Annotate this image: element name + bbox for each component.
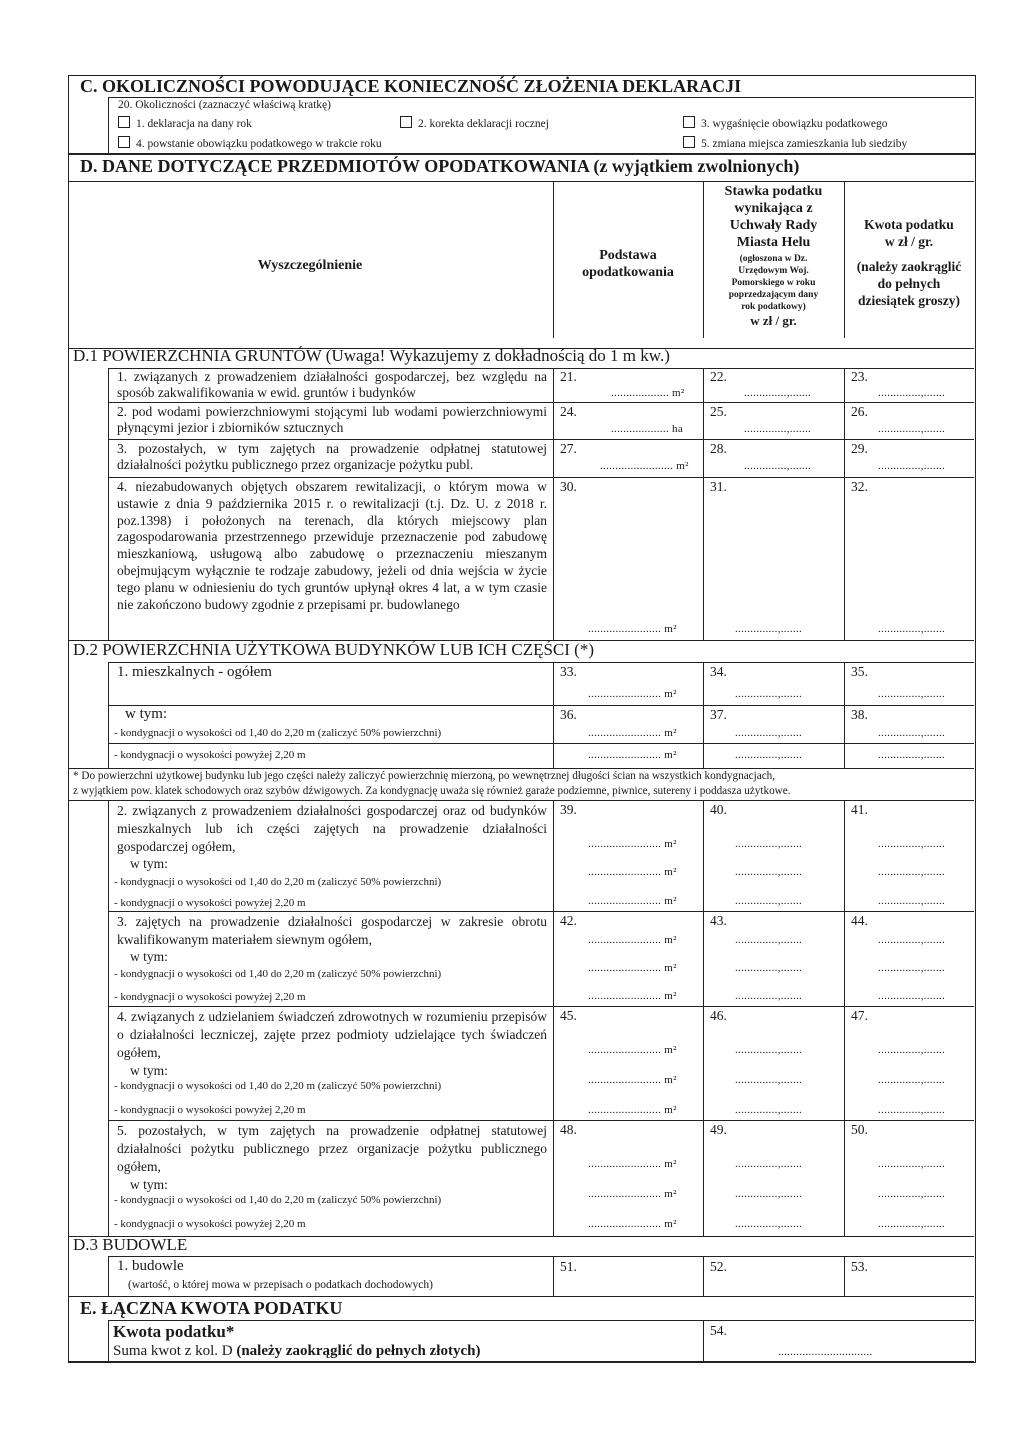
checkbox[interactable] (400, 116, 412, 128)
divider (108, 1006, 974, 1007)
field-37b-input[interactable]: ..............,....... (735, 749, 803, 761)
circumstances-label: 20. Okoliczności (zaznaczyć właściwą kratkę) (118, 99, 331, 111)
dots: ........................ (588, 688, 662, 700)
unit: m² (664, 1188, 677, 1200)
field-45b-input[interactable] (588, 1104, 677, 1116)
dots: ........................ (588, 838, 662, 850)
divider (703, 1256, 704, 1296)
d2-footnote-line-1: * Do powierzchni użytkowej budynku lub jego części należy zaliczyć powierzchnię mierzoną, po wewnętrznej długości ścian na wszystkich kondygnacjach, (73, 770, 776, 782)
field-38-number: 38. (851, 707, 868, 722)
field-46-input[interactable]: ..............,....... (735, 1044, 803, 1056)
field-44a-input[interactable]: ..............,....... (878, 962, 946, 974)
field-46-number: 46. (710, 1008, 727, 1023)
divider (68, 1236, 974, 1237)
field-54-input[interactable]: ............................... (778, 1346, 873, 1358)
option-label: 4. powstanie obowiązku podatkowego w trakcie roku (136, 138, 382, 150)
field-27-number: 27. (560, 441, 577, 456)
dots: ........................ (588, 934, 662, 946)
divider (703, 1320, 704, 1361)
header-line: Kwota podatku (864, 217, 954, 232)
field-23-input[interactable]: ..............,....... (878, 387, 946, 399)
field-35-input[interactable]: ..............,....... (878, 688, 946, 700)
header-line: Urzędowym Woj. (738, 266, 809, 276)
option-address-change[interactable] (683, 136, 907, 150)
field-43a-input[interactable]: ..............,....... (735, 962, 803, 974)
divider (703, 800, 704, 1236)
unit: m² (664, 962, 677, 974)
field-29-number: 29. (851, 441, 868, 456)
header-line: opodatkowania (582, 265, 674, 280)
unit: m² (664, 895, 677, 907)
divider (553, 800, 554, 1236)
divider (703, 368, 704, 640)
description-bold: (należy zaokrąglić do pełnych złotych) (236, 1343, 481, 1359)
divider (108, 1320, 974, 1321)
option-expiry[interactable] (683, 116, 888, 130)
total-tax-label: Kwota podatku* (113, 1322, 235, 1341)
field-30-number: 30. (560, 479, 577, 494)
field-34-number: 34. (710, 664, 727, 679)
field-26-number: 26. (851, 404, 868, 419)
d2-row-1-text: 1. mieszkalnych - ogółem (117, 664, 272, 680)
field-34-input[interactable]: ..............,....... (735, 688, 803, 700)
dots: ................... (611, 423, 669, 435)
field-24-input[interactable] (611, 423, 683, 435)
field-36-input[interactable] (588, 727, 677, 739)
dots: ........................ (588, 749, 662, 761)
section-d-title: D. DANE DOTYCZĄCE PRZEDMIOTÓW OPODATKOWANIA (z wyjątkiem zwolnionych) (80, 156, 800, 176)
field-42a-input[interactable] (588, 962, 677, 974)
header-line: Podstawa (599, 248, 657, 263)
field-37-number: 37. (710, 707, 727, 722)
d2-group-2-wtym: w tym: (130, 856, 168, 871)
dots: ........................ (588, 1188, 662, 1200)
divider (108, 97, 109, 153)
d2-group-2-sub-a: - kondygnacji o wysokości od 1,40 do 2,20 m (zaliczyć 50% powierzchni) (114, 876, 442, 888)
field-49-number: 49. (710, 1122, 727, 1137)
divider (108, 911, 974, 912)
header-line: dziesiątek groszy) (857, 293, 961, 308)
field-44-input[interactable]: ..............,....... (878, 934, 946, 946)
field-42-input[interactable] (588, 934, 677, 946)
header-line: Miasta Helu (736, 235, 811, 250)
divider (553, 1256, 554, 1296)
unit: m² (664, 838, 677, 850)
field-33-number: 33. (560, 664, 577, 679)
field-42-number: 42. (560, 913, 577, 928)
col-header-tax-amount (844, 216, 974, 309)
divider (553, 368, 554, 640)
field-53-number: 53. (851, 1259, 868, 1274)
dots: ........................ (600, 460, 674, 472)
header-line: w zł / gr. (884, 234, 934, 249)
header-line: w zł / gr. (750, 313, 797, 328)
field-49-input[interactable]: ..............,....... (735, 1158, 803, 1170)
divider (553, 662, 554, 768)
unit: m² (676, 460, 689, 472)
unit: m² (664, 1044, 677, 1056)
section-e-title: E. ŁĄCZNA KWOTA PODATKU (80, 1298, 343, 1318)
d1-row-1-text: 1. związanych z prowadzeniem działalności gospodarczej, bez względu na sposób zakwalifikowania w ewid. gruntów i budynków (117, 369, 547, 400)
checkbox[interactable] (683, 136, 695, 148)
d3-title: D.3 BUDOWLE (73, 1235, 188, 1254)
d2-group-2-sub-b: - kondygnacji o wysokości powyżej 2,20 m (114, 897, 306, 909)
unit: m² (664, 1104, 677, 1116)
d2-title: D.2 POWIERZCHNIA UŻYTKOWA BUDYNKÓW LUB ICH CZĘŚCI (*) (73, 640, 594, 659)
divider (68, 768, 974, 769)
field-39-number: 39. (560, 802, 577, 817)
field-41-input[interactable]: ..............,....... (878, 838, 946, 850)
unit: m² (664, 1158, 677, 1170)
field-43b-input[interactable]: ..............,....... (735, 990, 803, 1002)
divider (108, 368, 109, 640)
field-44-number: 44. (851, 913, 868, 928)
field-52-number: 52. (710, 1259, 727, 1274)
field-48b-input[interactable] (588, 1218, 677, 1230)
d2-sub-b: - kondygnacji o wysokości powyżej 2,20 m (114, 749, 306, 761)
divider (68, 1361, 974, 1362)
checkbox[interactable] (118, 116, 130, 128)
dots: ................... (611, 387, 669, 399)
divider (108, 402, 974, 403)
field-22-number: 22. (710, 369, 727, 384)
field-49b-input[interactable]: ..............,....... (735, 1218, 803, 1230)
field-21-input[interactable] (611, 387, 684, 399)
header-line: Pomorskiego w roku (731, 278, 816, 288)
unit: m² (664, 990, 677, 1002)
unit: m² (664, 623, 677, 635)
header-line: (należy zaokrąglić (856, 259, 962, 274)
field-31-input[interactable]: ..............,....... (735, 623, 803, 635)
divider (108, 743, 974, 744)
dots: ........................ (588, 623, 662, 635)
section-c-title: C. OKOLICZNOŚCI POWODUJĄCE KONIECZNOŚĆ ZŁOŻENIA DEKLARACJI (80, 76, 742, 96)
total-tax-description (113, 1343, 480, 1360)
field-24-number: 24. (560, 404, 577, 419)
unit: m² (664, 688, 677, 700)
d1-row-3-text: 3. pozostałych, w tym zajętych na prowadzenie odpłatnej statutowej działalności pożytku publicznego przez organizacje pożytku publ. (117, 441, 547, 472)
field-40-input[interactable]: ..............,....... (735, 838, 803, 850)
field-47b-input[interactable]: ..............,....... (878, 1104, 946, 1116)
d1-title: D.1 POWIERZCHNIA GRUNTÓW (Uwaga! Wykazujemy z dokładnością do 1 m kw.) (73, 346, 670, 365)
divider (68, 1296, 974, 1297)
d2-footnote-line-2: z wyjątkiem pow. klatek schodowych oraz szybów dźwigowych. Za kondygnację uważa się również garaże podziemne, piwnice, sutereny i poddasza użytkowe. (73, 785, 791, 797)
field-25-number: 25. (710, 404, 727, 419)
field-36b-input[interactable] (588, 749, 677, 761)
header-line: Uchwały Rady (729, 218, 818, 233)
unit: m² (664, 866, 677, 878)
option-correction[interactable] (400, 116, 549, 130)
header-line: poprzedzającym dany (728, 290, 819, 300)
dots: ........................ (588, 1218, 662, 1230)
divider (844, 1256, 845, 1296)
checkbox[interactable] (118, 136, 130, 148)
field-41b-input[interactable]: ..............,....... (878, 895, 946, 907)
unit: m² (664, 1218, 677, 1230)
unit: m² (672, 387, 685, 399)
divider (844, 800, 845, 1236)
field-32-number: 32. (851, 479, 868, 494)
divider (108, 1256, 109, 1296)
field-30-input[interactable] (588, 623, 677, 635)
divider (108, 439, 974, 440)
option-annual[interactable] (118, 116, 252, 130)
col-header-description: Wyszczególnienie (257, 258, 363, 273)
divider (108, 1120, 974, 1121)
divider (68, 800, 974, 801)
field-41a-input[interactable]: ..............,....... (878, 866, 946, 878)
header-line: wynikająca z (734, 201, 813, 216)
field-47-number: 47. (851, 1008, 868, 1023)
field-48a-input[interactable] (588, 1188, 677, 1200)
d2-sub-a: - kondygnacji o wysokości od 1,40 do 2,20 m (zaliczyć 50% powierzchni) (114, 727, 442, 739)
dots: ........................ (588, 990, 662, 1002)
field-45a-input[interactable] (588, 1074, 677, 1086)
field-38b-input[interactable]: ..............,....... (878, 749, 946, 761)
divider (68, 181, 974, 182)
description-text: Suma kwot z kol. D (113, 1343, 237, 1359)
field-51-number: 51. (560, 1259, 577, 1274)
dots: ........................ (588, 1044, 662, 1056)
option-label: 2. korekta deklaracji rocznej (418, 118, 549, 130)
field-50-input[interactable]: ..............,....... (878, 1158, 946, 1170)
field-23-number: 23. (851, 369, 868, 384)
field-29-input[interactable]: ..............,....... (878, 460, 946, 472)
field-40b-input[interactable]: ..............,....... (735, 895, 803, 907)
d2-group-4-wtym: w tym: (130, 1063, 168, 1078)
divider (844, 662, 845, 768)
field-39-input[interactable] (588, 838, 677, 850)
field-28-input[interactable]: ..............,....... (744, 460, 812, 472)
field-48-number: 48. (560, 1122, 577, 1137)
header-line: do pełnych (877, 276, 941, 291)
option-label: 5. zmiana miejsca zamieszkania lub siedziby (701, 138, 908, 150)
field-43-input[interactable]: ..............,....... (735, 934, 803, 946)
divider (108, 97, 974, 98)
header-line: rok podatkowy) (741, 302, 806, 312)
unit: m² (664, 749, 677, 761)
field-41-number: 41. (851, 802, 868, 817)
unit: ha (672, 423, 683, 435)
field-22-input[interactable]: ..............,....... (744, 387, 812, 399)
field-46b-input[interactable]: ..............,....... (735, 1104, 803, 1116)
d2-group-2-text: 2. związanych z prowadzeniem działalności gospodarczej oraz od budynków mieszkalnych lub ich części zajętych na prowadzenie działalności gospodarczej ogółem, (117, 803, 547, 854)
dots: ........................ (588, 895, 662, 907)
checkbox[interactable] (683, 116, 695, 128)
option-label: 3. wygaśnięcie obowiązku podatkowego (701, 118, 888, 130)
field-40a-input[interactable]: ..............,....... (735, 866, 803, 878)
field-40-number: 40. (710, 802, 727, 817)
d2-group-3-sub-b: - kondygnacji o wysokości powyżej 2,20 m (114, 991, 306, 1003)
divider (108, 800, 109, 1236)
field-32-input[interactable]: ..............,....... (878, 623, 946, 635)
divider (108, 705, 974, 706)
field-50b-input[interactable]: ..............,....... (878, 1218, 946, 1230)
field-21-number: 21. (560, 369, 577, 384)
field-45-number: 45. (560, 1008, 577, 1023)
field-42b-input[interactable] (588, 990, 677, 1002)
field-49a-input[interactable]: ..............,....... (735, 1188, 803, 1200)
d2-group-4-sub-b: - kondygnacji o wysokości powyżej 2,20 m (114, 1104, 306, 1116)
field-54-number: 54. (710, 1323, 727, 1338)
field-25-input[interactable]: ..............,....... (744, 423, 812, 435)
field-36-number: 36. (560, 707, 577, 722)
field-39a-input[interactable] (588, 866, 677, 878)
field-44b-input[interactable]: ..............,....... (878, 990, 946, 1002)
field-48-input[interactable] (588, 1158, 677, 1170)
divider (703, 662, 704, 768)
d2-group-5-sub-a: - kondygnacji o wysokości od 1,40 do 2,20 m (zaliczyć 50% powierzchni) (114, 1194, 442, 1206)
divider (844, 368, 845, 640)
field-39b-input[interactable] (588, 895, 677, 907)
d2-group-4-text: 4. związanych z udzielaniem świadczeń zdrowotnych w rozumieniu przepisów o działalności leczniczej, zajęte przez podmioty udzielające tych świadczeń ogółem, (117, 1009, 547, 1060)
d1-row-2-text: 2. pod wodami powierzchniowymi stojącymi lub wodami powierzchniowymi płynącymi jezior i zbiorników sztucznych (117, 404, 547, 435)
header-line: (ogłoszona w Dz. (739, 254, 808, 264)
dots: ........................ (588, 1158, 662, 1170)
unit: m² (664, 727, 677, 739)
unit: m² (664, 1074, 677, 1086)
field-26-input[interactable]: ..............,....... (878, 423, 946, 435)
field-31-number: 31. (710, 479, 727, 494)
divider (108, 662, 109, 768)
d2-group-5-wtym: w tym: (130, 1177, 168, 1192)
field-47a-input[interactable]: ..............,....... (878, 1074, 946, 1086)
field-50a-input[interactable]: ..............,....... (878, 1188, 946, 1200)
d2-group-5-text: 5. pozostałych, w tym zajętych na prowadzenie odpłatnej statutowej działalności pożytku publicznego przez organizacje pożytku publicznego ogółem, (117, 1123, 547, 1174)
d2-wtym: w tym: (125, 706, 168, 722)
d3-row-1-text: 1. budowle (117, 1258, 184, 1274)
d2-group-3-wtym: w tym: (130, 949, 168, 964)
option-arising[interactable] (118, 136, 382, 150)
unit: m² (664, 934, 677, 946)
dots: ........................ (588, 962, 662, 974)
d2-group-4-sub-a: - kondygnacji o wysokości od 1,40 do 2,20 m (zaliczyć 50% powierzchni) (114, 1080, 442, 1092)
field-28-number: 28. (710, 441, 727, 456)
d3-row-1-note: (wartość, o której mowa w przepisach o podatkach dochodowych) (128, 1279, 433, 1291)
d2-group-3-text: 3. zajętych na prowadzenie działalności gospodarczej w zakresie obrotu kwalifikowanym materiałem siewnym ogółem, (117, 914, 547, 947)
field-45-input[interactable] (588, 1044, 677, 1056)
divider (108, 1320, 109, 1361)
d2-group-3-sub-a: - kondygnacji o wysokości od 1,40 do 2,20 m (zaliczyć 50% powierzchni) (114, 968, 442, 980)
dots: ........................ (588, 1074, 662, 1086)
d2-group-5-sub-b: - kondygnacji o wysokości powyżej 2,20 m (114, 1218, 306, 1230)
field-50-number: 50. (851, 1122, 868, 1137)
field-38-input[interactable]: ..............,....... (878, 727, 946, 739)
field-47-input[interactable]: ..............,....... (878, 1044, 946, 1056)
field-33-input[interactable] (588, 688, 677, 700)
field-43-number: 43. (710, 913, 727, 928)
dots: ........................ (588, 1104, 662, 1116)
option-label: 1. deklaracja na dany rok (136, 118, 252, 130)
field-46a-input[interactable]: ..............,....... (735, 1074, 803, 1086)
field-35-number: 35. (851, 664, 868, 679)
col-header-tax-base (553, 247, 703, 281)
header-line: Stawka podatku (724, 184, 823, 199)
dots: ........................ (588, 866, 662, 878)
d1-row-4-text: 4. niezabudowanych objętych obszarem rewitalizacji, o którym mowa w ustawie z dnia 9 października 2015 r. o rewitalizacji (t.j. Dz. U. z 2018 r. poz.1398) i położonych na terenach, dla których miejscowy plan zagospodarowania przestrzennego przewiduje przeznaczenie pod zabudowę mieszkaniową, usługową albo zabudowę o przeznaczeniu mieszanym obejmującym wyłącznie te rodzaje zabudowy, jeżeli od dnia wejścia w życie tego planu w odniesieniu do tych gruntów upłynął okres 4 lat, a w tym czasie nie zakończono budowy zgodnie z przepisami pr. budowlanego (117, 479, 547, 612)
field-37-input[interactable]: ..............,....... (735, 727, 803, 739)
dots: ........................ (588, 727, 662, 739)
divider (108, 477, 974, 478)
col-header-tax-rate (703, 183, 844, 329)
field-27-input[interactable] (600, 460, 689, 472)
